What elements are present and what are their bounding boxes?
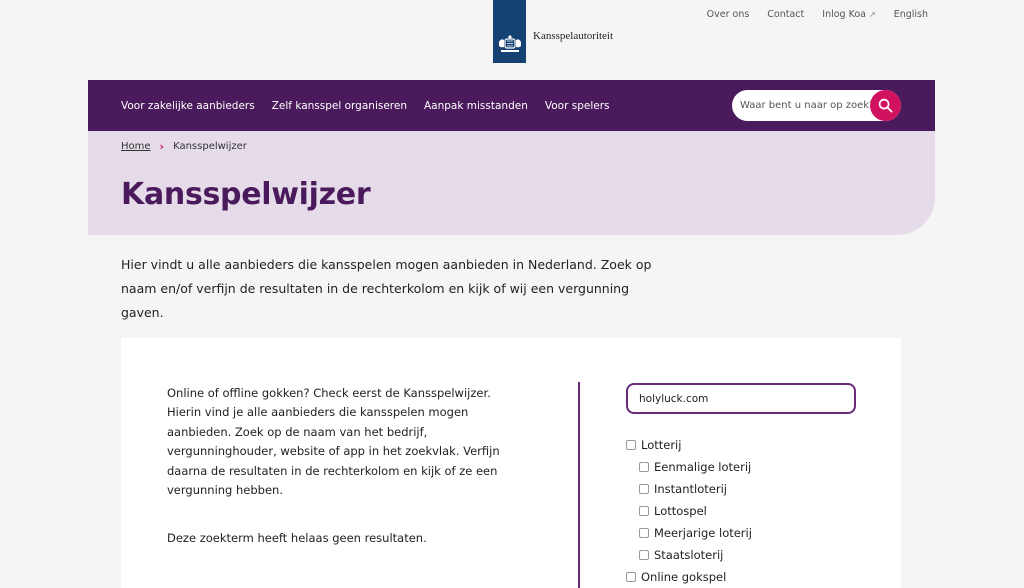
search-icon bbox=[878, 98, 893, 113]
nav-item-zelf-kansspel[interactable]: Zelf kansspel organiseren bbox=[271, 99, 407, 112]
top-link-inlog-koa[interactable]: Inlog Koa bbox=[822, 9, 866, 20]
filter-lottospel[interactable] bbox=[626, 500, 752, 522]
nav-item-zakelijke-aanbieders[interactable]: Voor zakelijke aanbieders bbox=[121, 99, 255, 112]
filter-eenmalige-loterij[interactable] bbox=[626, 456, 752, 478]
provider-search-input[interactable] bbox=[626, 383, 856, 414]
coat-of-arms-icon bbox=[497, 33, 523, 55]
checkbox[interactable] bbox=[639, 550, 649, 560]
intro-text: Hier vindt u alle aanbieders die kansspelen mogen aanbieden in Nederland. Zoek op naam en/of verfijn de resultaten in de rechterkolom en kijk of wij een vergunning gaven. bbox=[121, 257, 652, 320]
nav-item-aanpak-misstanden[interactable]: Aanpak misstanden bbox=[424, 99, 528, 112]
filter-label: Lottospel bbox=[654, 504, 707, 518]
site-search-input[interactable] bbox=[740, 100, 874, 111]
filter-label: Eenmalige loterij bbox=[654, 460, 752, 474]
checkbox[interactable] bbox=[626, 572, 636, 582]
top-link-english[interactable]: English bbox=[893, 9, 928, 20]
filter-list bbox=[626, 434, 752, 588]
logo-text[interactable]: Kansspelautoriteit bbox=[533, 30, 614, 42]
breadcrumb-home[interactable]: Home bbox=[121, 141, 151, 152]
logo-block[interactable] bbox=[493, 0, 526, 63]
top-links bbox=[707, 9, 928, 20]
checkbox[interactable] bbox=[639, 484, 649, 494]
nav-item-voor-spelers[interactable]: Voor spelers bbox=[544, 99, 610, 112]
page-title: Kansspelwijzer bbox=[121, 177, 371, 212]
site-search-button[interactable] bbox=[870, 90, 901, 121]
filter-label: Instantloterij bbox=[654, 482, 727, 496]
filter-instantloterij[interactable] bbox=[626, 478, 752, 500]
breadcrumb-current: Kansspelwijzer bbox=[173, 141, 247, 152]
filter-meerjarige-loterij[interactable] bbox=[626, 522, 752, 544]
chevron-right-icon: › bbox=[159, 140, 165, 153]
checkbox[interactable] bbox=[639, 528, 649, 538]
breadcrumb bbox=[121, 140, 247, 153]
top-link-inlog-koa-wrapper[interactable] bbox=[822, 9, 875, 20]
filter-staatsloterij[interactable] bbox=[626, 544, 752, 566]
card-description: Online of offline gokken? Check eerst de Kansspelwijzer. Hierin vind je alle aanbieders die kansspelen mogen aanbieden. Zoek op de naam van het bedrijf, vergunninghouder, website of app in het zoekvlak. Verfijn daarna de resultaten in de rechterkolom en kijk of ze een vergunning hebben. bbox=[167, 386, 500, 498]
site-search bbox=[732, 90, 901, 121]
search-card bbox=[121, 338, 901, 588]
top-link-contact[interactable]: Contact bbox=[767, 9, 805, 20]
main-navigation bbox=[88, 80, 935, 131]
checkbox[interactable] bbox=[639, 506, 649, 516]
filter-label: Lotterij bbox=[641, 438, 682, 452]
column-divider bbox=[578, 382, 580, 588]
page-hero bbox=[88, 131, 935, 235]
external-link-icon: ↗ bbox=[868, 10, 876, 19]
no-results-message: Deze zoekterm heeft helaas geen resultaten. bbox=[167, 531, 427, 545]
filter-label: Staatsloterij bbox=[654, 548, 724, 562]
filter-lotterij[interactable] bbox=[626, 434, 752, 456]
filter-label: Meerjarige loterij bbox=[654, 526, 752, 540]
top-link-over-ons[interactable]: Over ons bbox=[706, 9, 750, 20]
checkbox[interactable] bbox=[626, 440, 636, 450]
filter-online-gokspel[interactable] bbox=[626, 566, 752, 588]
checkbox[interactable] bbox=[639, 462, 649, 472]
filter-label: Online gokspel bbox=[641, 570, 727, 584]
nav-items bbox=[121, 100, 610, 112]
